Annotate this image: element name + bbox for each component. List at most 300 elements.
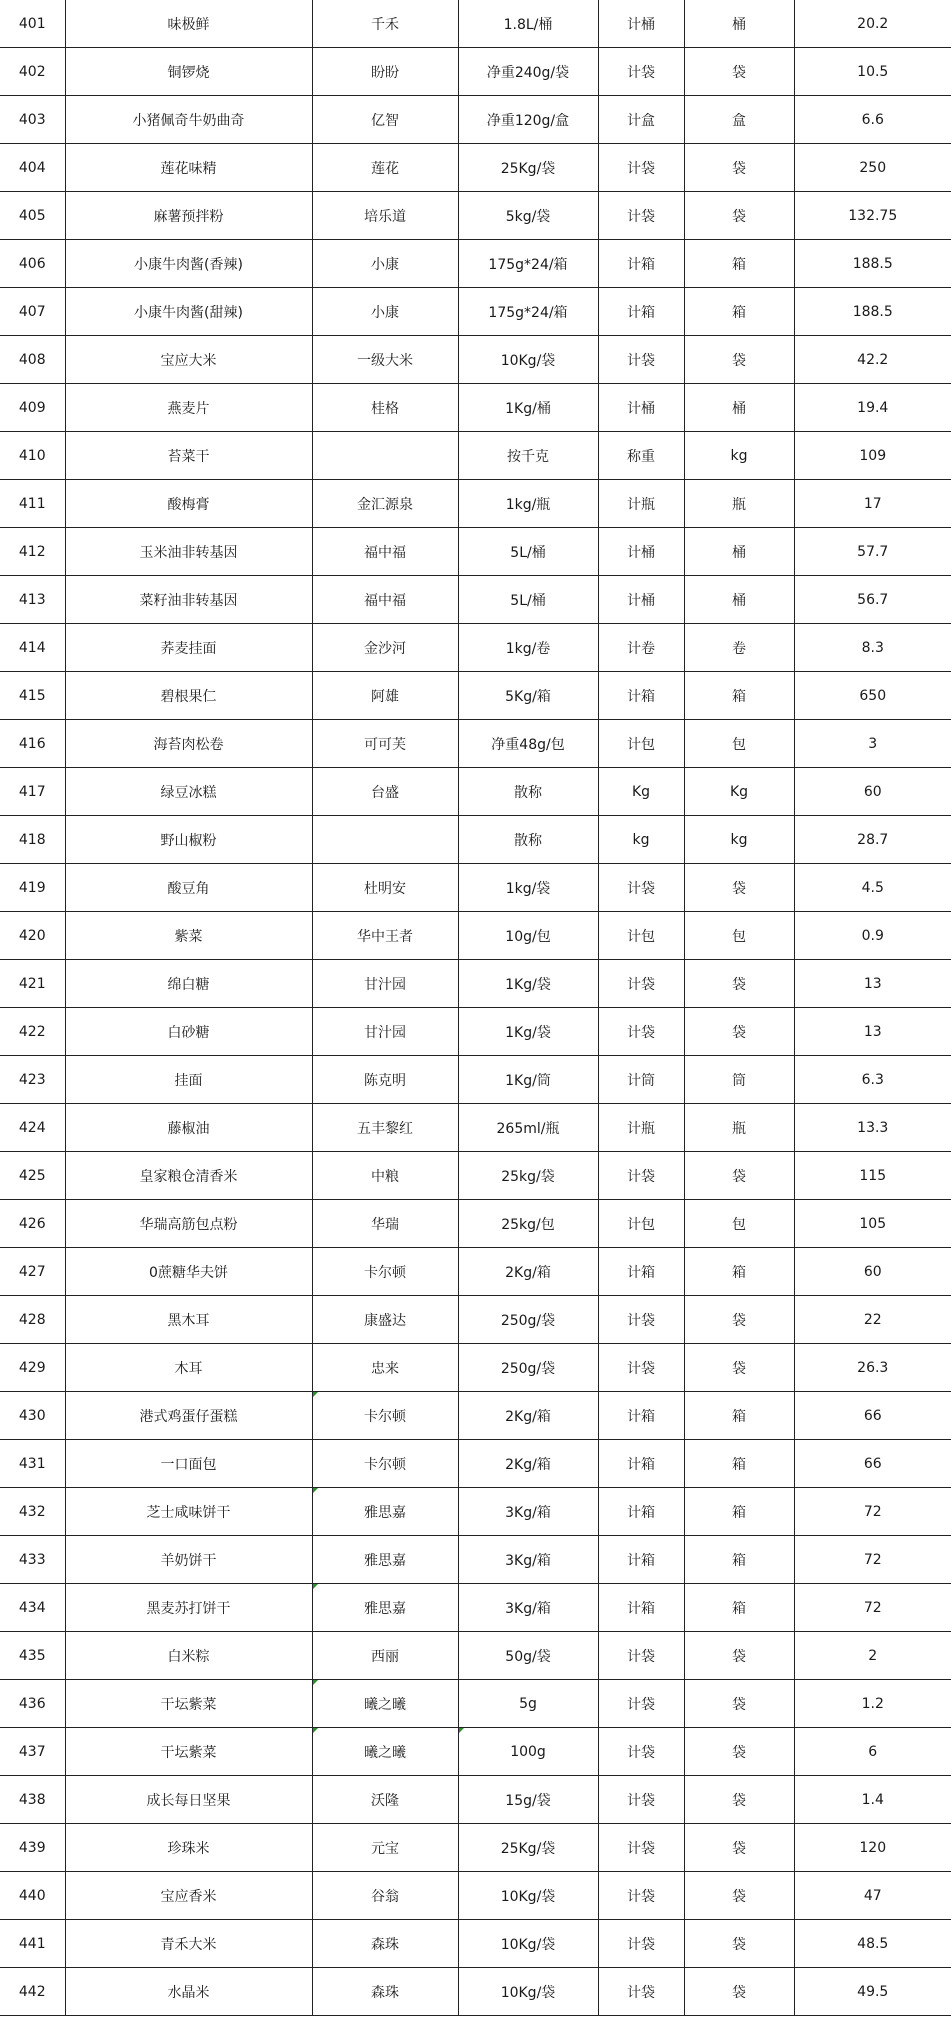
cell-brand[interactable]: 一级大米	[312, 336, 458, 384]
cell-method[interactable]: 计袋	[598, 1296, 684, 1344]
cell-spec[interactable]: 1Kg/袋	[458, 960, 598, 1008]
cell-brand[interactable]: 雅思嘉	[312, 1488, 458, 1536]
cell-unit[interactable]: 箱	[684, 1584, 794, 1632]
cell-number[interactable]: 402	[0, 48, 65, 96]
cell-item-name[interactable]: 酸豆角	[65, 864, 312, 912]
cell-price[interactable]: 13	[794, 960, 951, 1008]
cell-spec[interactable]: 净重240g/袋	[458, 48, 598, 96]
cell-unit[interactable]: 袋	[684, 1296, 794, 1344]
cell-number[interactable]: 415	[0, 672, 65, 720]
cell-brand[interactable]: 康盛达	[312, 1296, 458, 1344]
cell-method[interactable]: 计箱	[598, 1392, 684, 1440]
cell-number[interactable]: 423	[0, 1056, 65, 1104]
cell-spec[interactable]: 3Kg/箱	[458, 1488, 598, 1536]
cell-brand[interactable]: 雅思嘉	[312, 1536, 458, 1584]
cell-unit[interactable]: 盒	[684, 96, 794, 144]
cell-price[interactable]: 28.7	[794, 816, 951, 864]
cell-method[interactable]: 计瓶	[598, 1104, 684, 1152]
cell-spec[interactable]: 1kg/瓶	[458, 480, 598, 528]
cell-unit[interactable]: kg	[684, 432, 794, 480]
cell-price[interactable]: 13	[794, 1008, 951, 1056]
cell-brand[interactable]: 忠来	[312, 1344, 458, 1392]
cell-method[interactable]: 计桶	[598, 384, 684, 432]
cell-method[interactable]: 计袋	[598, 1968, 684, 2016]
cell-unit[interactable]: 袋	[684, 1152, 794, 1200]
cell-method[interactable]: 计袋	[598, 1920, 684, 1968]
table-row	[0, 48, 951, 96]
cell-number[interactable]: 404	[0, 144, 65, 192]
cell-number[interactable]: 419	[0, 864, 65, 912]
cell-number[interactable]: 421	[0, 960, 65, 1008]
cell-brand[interactable]: 甘汁园	[312, 1008, 458, 1056]
cell-item-name[interactable]: 荞麦挂面	[65, 624, 312, 672]
cell-brand[interactable]: 卡尔顿	[312, 1248, 458, 1296]
cell-number[interactable]: 428	[0, 1296, 65, 1344]
cell-number[interactable]: 429	[0, 1344, 65, 1392]
cell-unit[interactable]: 袋	[684, 1728, 794, 1776]
cell-spec[interactable]: 1Kg/桶	[458, 384, 598, 432]
cell-number[interactable]: 408	[0, 336, 65, 384]
cell-unit[interactable]: 袋	[684, 1680, 794, 1728]
cell-item-name[interactable]: 成长每日坚果	[65, 1776, 312, 1824]
cell-method[interactable]: 计箱	[598, 240, 684, 288]
cell-method[interactable]: 计盒	[598, 96, 684, 144]
cell-item-name[interactable]: 0蔗糖华夫饼	[65, 1248, 312, 1296]
cell-item-name[interactable]: 绿豆冰糕	[65, 768, 312, 816]
cell-unit[interactable]: 袋	[684, 1008, 794, 1056]
cell-item-name[interactable]: 珍珠米	[65, 1824, 312, 1872]
cell-number[interactable]: 431	[0, 1440, 65, 1488]
cell-spec[interactable]: 3Kg/箱	[458, 1584, 598, 1632]
cell-number[interactable]: 432	[0, 1488, 65, 1536]
cell-brand[interactable]: 小康	[312, 240, 458, 288]
cell-item-name[interactable]: 菜籽油非转基因	[65, 576, 312, 624]
table-row	[0, 1968, 951, 2016]
cell-spec[interactable]: 10Kg/袋	[458, 1920, 598, 1968]
cell-brand[interactable]: 华瑞	[312, 1200, 458, 1248]
cell-spec[interactable]: 1kg/袋	[458, 864, 598, 912]
cell-spec[interactable]: 50g/袋	[458, 1632, 598, 1680]
cell-method[interactable]: 计桶	[598, 528, 684, 576]
cell-price[interactable]: 2	[794, 1632, 951, 1680]
cell-method[interactable]: 计袋	[598, 1008, 684, 1056]
cell-number[interactable]: 418	[0, 816, 65, 864]
cell-brand[interactable]: 卡尔顿	[312, 1392, 458, 1440]
cell-item-name[interactable]: 干坛紫菜	[65, 1728, 312, 1776]
cell-price[interactable]: 20.2	[794, 0, 951, 48]
cell-item-name[interactable]: 苔菜干	[65, 432, 312, 480]
cell-method[interactable]: 计包	[598, 912, 684, 960]
cell-unit[interactable]: 袋	[684, 48, 794, 96]
cell-item-name[interactable]: 挂面	[65, 1056, 312, 1104]
cell-item-name[interactable]: 宝应香米	[65, 1872, 312, 1920]
cell-method[interactable]: 计箱	[598, 1536, 684, 1584]
cell-price[interactable]: 10.5	[794, 48, 951, 96]
cell-item-name[interactable]: 玉米油非转基因	[65, 528, 312, 576]
cell-brand[interactable]	[312, 432, 458, 480]
cell-unit[interactable]: 包	[684, 720, 794, 768]
table-row	[0, 816, 951, 864]
cell-method[interactable]: 计袋	[598, 1344, 684, 1392]
cell-price[interactable]: 56.7	[794, 576, 951, 624]
cell-unit[interactable]: 包	[684, 912, 794, 960]
cell-spec[interactable]: 15g/袋	[458, 1776, 598, 1824]
cell-method[interactable]: kg	[598, 816, 684, 864]
cell-unit[interactable]: 箱	[684, 672, 794, 720]
cell-spec[interactable]: 净重120g/盒	[458, 96, 598, 144]
cell-spec[interactable]: 散称	[458, 768, 598, 816]
cell-price[interactable]: 6	[794, 1728, 951, 1776]
cell-price[interactable]: 115	[794, 1152, 951, 1200]
cell-spec[interactable]: 5Kg/箱	[458, 672, 598, 720]
cell-number[interactable]: 442	[0, 1968, 65, 2016]
cell-number[interactable]: 440	[0, 1872, 65, 1920]
table-row	[0, 1440, 951, 1488]
cell-unit[interactable]: 袋	[684, 336, 794, 384]
cell-price[interactable]: 1.4	[794, 1776, 951, 1824]
cell-brand[interactable]: 培乐道	[312, 192, 458, 240]
cell-spec[interactable]: 3Kg/箱	[458, 1536, 598, 1584]
cell-price[interactable]: 1.2	[794, 1680, 951, 1728]
cell-price[interactable]: 109	[794, 432, 951, 480]
cell-price[interactable]: 26.3	[794, 1344, 951, 1392]
cell-method[interactable]: 计筒	[598, 1056, 684, 1104]
cell-method[interactable]: 计箱	[598, 1488, 684, 1536]
cell-unit[interactable]: 袋	[684, 960, 794, 1008]
cell-price[interactable]: 8.3	[794, 624, 951, 672]
cell-method[interactable]: 计桶	[598, 0, 684, 48]
cell-spec[interactable]: 10g/包	[458, 912, 598, 960]
cell-method[interactable]: 计袋	[598, 1824, 684, 1872]
cell-number[interactable]: 424	[0, 1104, 65, 1152]
cell-brand[interactable]: 小康	[312, 288, 458, 336]
cell-brand[interactable]: 曦之曦	[312, 1680, 458, 1728]
cell-spec[interactable]: 25kg/袋	[458, 1152, 598, 1200]
cell-brand[interactable]: 福中福	[312, 528, 458, 576]
cell-method[interactable]: 计袋	[598, 1776, 684, 1824]
cell-unit[interactable]: 箱	[684, 288, 794, 336]
cell-price[interactable]: 13.3	[794, 1104, 951, 1152]
cell-spec[interactable]: 1.8L/桶	[458, 0, 598, 48]
cell-price[interactable]: 72	[794, 1488, 951, 1536]
cell-brand[interactable]: 沃隆	[312, 1776, 458, 1824]
cell-unit[interactable]: 袋	[684, 1344, 794, 1392]
cell-brand[interactable]: 雅思嘉	[312, 1584, 458, 1632]
cell-item-name[interactable]: 小康牛肉酱(甜辣)	[65, 288, 312, 336]
cell-price[interactable]: 120	[794, 1824, 951, 1872]
cell-method[interactable]: 计袋	[598, 864, 684, 912]
cell-method[interactable]: 计瓶	[598, 480, 684, 528]
cell-price[interactable]: 72	[794, 1584, 951, 1632]
cell-brand[interactable]: 千禾	[312, 0, 458, 48]
cell-number[interactable]: 414	[0, 624, 65, 672]
cell-item-name[interactable]: 味极鲜	[65, 0, 312, 48]
cell-method[interactable]: 计袋	[598, 1632, 684, 1680]
cell-number[interactable]: 422	[0, 1008, 65, 1056]
cell-price[interactable]: 60	[794, 768, 951, 816]
cell-item-name[interactable]: 白米粽	[65, 1632, 312, 1680]
cell-method[interactable]: 称重	[598, 432, 684, 480]
cell-unit[interactable]: 箱	[684, 1440, 794, 1488]
cell-brand[interactable]: 卡尔顿	[312, 1440, 458, 1488]
cell-item-name[interactable]: 麻薯预拌粉	[65, 192, 312, 240]
cell-method[interactable]: 计袋	[598, 1728, 684, 1776]
cell-item-name[interactable]: 皇家粮仓清香米	[65, 1152, 312, 1200]
cell-number[interactable]: 411	[0, 480, 65, 528]
cell-item-name[interactable]: 铜锣烧	[65, 48, 312, 96]
cell-method[interactable]: 计箱	[598, 672, 684, 720]
cell-spec[interactable]: 100g	[458, 1728, 598, 1776]
cell-spec[interactable]: 1kg/卷	[458, 624, 598, 672]
cell-brand[interactable]: 阿雄	[312, 672, 458, 720]
cell-method[interactable]: 计袋	[598, 960, 684, 1008]
cell-spec[interactable]: 1Kg/筒	[458, 1056, 598, 1104]
cell-number[interactable]: 441	[0, 1920, 65, 1968]
cell-price[interactable]: 250	[794, 144, 951, 192]
cell-price[interactable]: 66	[794, 1392, 951, 1440]
cell-price[interactable]: 72	[794, 1536, 951, 1584]
cell-spec[interactable]: 25kg/包	[458, 1200, 598, 1248]
cell-price[interactable]: 22	[794, 1296, 951, 1344]
cell-unit[interactable]: 卷	[684, 624, 794, 672]
cell-item-name[interactable]: 小猪佩奇牛奶曲奇	[65, 96, 312, 144]
cell-number[interactable]: 406	[0, 240, 65, 288]
cell-spec[interactable]: 25Kg/袋	[458, 144, 598, 192]
cell-brand[interactable]	[312, 816, 458, 864]
cell-unit[interactable]: 袋	[684, 1824, 794, 1872]
cell-unit[interactable]: 桶	[684, 576, 794, 624]
cell-item-name[interactable]: 小康牛肉酱(香辣)	[65, 240, 312, 288]
cell-unit[interactable]: 瓶	[684, 480, 794, 528]
cell-number[interactable]: 409	[0, 384, 65, 432]
cell-item-name[interactable]: 白砂糖	[65, 1008, 312, 1056]
cell-item-name[interactable]: 酸梅膏	[65, 480, 312, 528]
cell-unit[interactable]: 袋	[684, 864, 794, 912]
cell-number[interactable]: 435	[0, 1632, 65, 1680]
cell-number[interactable]: 436	[0, 1680, 65, 1728]
cell-item-name[interactable]: 海苔肉松卷	[65, 720, 312, 768]
cell-method[interactable]: 计卷	[598, 624, 684, 672]
cell-method[interactable]: Kg	[598, 768, 684, 816]
cell-price[interactable]: 132.75	[794, 192, 951, 240]
cell-method[interactable]: 计袋	[598, 1872, 684, 1920]
cell-method[interactable]: 计袋	[598, 192, 684, 240]
cell-price[interactable]: 188.5	[794, 288, 951, 336]
cell-unit[interactable]: 袋	[684, 1920, 794, 1968]
cell-spec[interactable]: 5kg/袋	[458, 192, 598, 240]
cell-price[interactable]: 57.7	[794, 528, 951, 576]
cell-method[interactable]: 计箱	[598, 1440, 684, 1488]
cell-brand[interactable]: 西丽	[312, 1632, 458, 1680]
cell-number[interactable]: 434	[0, 1584, 65, 1632]
cell-price[interactable]: 0.9	[794, 912, 951, 960]
cell-unit[interactable]: 包	[684, 1200, 794, 1248]
cell-spec[interactable]: 2Kg/箱	[458, 1440, 598, 1488]
cell-spec[interactable]: 净重48g/包	[458, 720, 598, 768]
cell-number[interactable]: 439	[0, 1824, 65, 1872]
cell-method[interactable]: 计袋	[598, 1680, 684, 1728]
cell-price[interactable]: 19.4	[794, 384, 951, 432]
cell-item-name[interactable]: 干坛紫菜	[65, 1680, 312, 1728]
cell-number[interactable]: 410	[0, 432, 65, 480]
cell-brand[interactable]: 金沙河	[312, 624, 458, 672]
cell-price[interactable]: 3	[794, 720, 951, 768]
cell-price[interactable]: 60	[794, 1248, 951, 1296]
cell-unit[interactable]: kg	[684, 816, 794, 864]
cell-brand[interactable]: 甘汁园	[312, 960, 458, 1008]
cell-method[interactable]: 计包	[598, 720, 684, 768]
cell-price[interactable]: 42.2	[794, 336, 951, 384]
cell-spec[interactable]: 265ml/瓶	[458, 1104, 598, 1152]
cell-spec[interactable]: 5L/桶	[458, 528, 598, 576]
cell-unit[interactable]: 瓶	[684, 1104, 794, 1152]
cell-item-name[interactable]: 燕麦片	[65, 384, 312, 432]
cell-brand[interactable]: 莲花	[312, 144, 458, 192]
cell-number[interactable]: 417	[0, 768, 65, 816]
cell-price[interactable]: 650	[794, 672, 951, 720]
cell-brand[interactable]: 五丰黎红	[312, 1104, 458, 1152]
cell-unit[interactable]: 箱	[684, 240, 794, 288]
cell-item-name[interactable]: 宝应大米	[65, 336, 312, 384]
cell-spec[interactable]: 5g	[458, 1680, 598, 1728]
cell-spec[interactable]: 10Kg/袋	[458, 336, 598, 384]
cell-number[interactable]: 407	[0, 288, 65, 336]
cell-price[interactable]: 6.3	[794, 1056, 951, 1104]
cell-price[interactable]: 4.5	[794, 864, 951, 912]
cell-number[interactable]: 426	[0, 1200, 65, 1248]
cell-brand[interactable]: 华中王者	[312, 912, 458, 960]
cell-price[interactable]: 17	[794, 480, 951, 528]
cell-unit[interactable]: 桶	[684, 384, 794, 432]
cell-item-name[interactable]: 华瑞高筋包点粉	[65, 1200, 312, 1248]
cell-number[interactable]: 405	[0, 192, 65, 240]
cell-method[interactable]: 计袋	[598, 1152, 684, 1200]
cell-item-name[interactable]: 野山椒粉	[65, 816, 312, 864]
cell-brand[interactable]: 森珠	[312, 1920, 458, 1968]
cell-price[interactable]: 47	[794, 1872, 951, 1920]
cell-unit[interactable]: 袋	[684, 1968, 794, 2016]
cell-unit[interactable]: 袋	[684, 1632, 794, 1680]
cell-method[interactable]: 计箱	[598, 288, 684, 336]
cell-brand[interactable]: 桂格	[312, 384, 458, 432]
cell-spec[interactable]: 25Kg/袋	[458, 1824, 598, 1872]
cell-unit[interactable]: 袋	[684, 192, 794, 240]
cell-unit[interactable]: 桶	[684, 528, 794, 576]
cell-method[interactable]: 计桶	[598, 576, 684, 624]
cell-item-name[interactable]: 青禾大米	[65, 1920, 312, 1968]
cell-unit[interactable]: 箱	[684, 1392, 794, 1440]
cell-number[interactable]: 420	[0, 912, 65, 960]
cell-spec[interactable]: 10Kg/袋	[458, 1968, 598, 2016]
cell-brand[interactable]: 中粮	[312, 1152, 458, 1200]
cell-item-name[interactable]: 绵白糖	[65, 960, 312, 1008]
cell-spec[interactable]: 10Kg/袋	[458, 1872, 598, 1920]
cell-unit[interactable]: 袋	[684, 1872, 794, 1920]
cell-item-name[interactable]: 紫菜	[65, 912, 312, 960]
cell-brand[interactable]: 可可芙	[312, 720, 458, 768]
cell-brand[interactable]: 谷翁	[312, 1872, 458, 1920]
cell-method[interactable]: 计袋	[598, 144, 684, 192]
cell-number[interactable]: 401	[0, 0, 65, 48]
cell-method[interactable]: 计袋	[598, 48, 684, 96]
cell-method[interactable]: 计箱	[598, 1584, 684, 1632]
cell-brand[interactable]: 盼盼	[312, 48, 458, 96]
cell-method[interactable]: 计箱	[598, 1248, 684, 1296]
cell-brand[interactable]: 福中福	[312, 576, 458, 624]
cell-unit[interactable]: 箱	[684, 1248, 794, 1296]
cell-number[interactable]: 412	[0, 528, 65, 576]
cell-unit[interactable]: 桶	[684, 0, 794, 48]
cell-item-name[interactable]: 黑麦苏打饼干	[65, 1584, 312, 1632]
cell-unit[interactable]: 袋	[684, 144, 794, 192]
cell-item-name[interactable]: 木耳	[65, 1344, 312, 1392]
cell-spec[interactable]: 175g*24/箱	[458, 288, 598, 336]
cell-item-name[interactable]: 黑木耳	[65, 1296, 312, 1344]
cell-item-name[interactable]: 水晶米	[65, 1968, 312, 2016]
cell-unit[interactable]: 箱	[684, 1536, 794, 1584]
cell-item-name[interactable]: 港式鸡蛋仔蛋糕	[65, 1392, 312, 1440]
cell-price[interactable]: 105	[794, 1200, 951, 1248]
cell-price[interactable]: 188.5	[794, 240, 951, 288]
cell-method[interactable]: 计包	[598, 1200, 684, 1248]
cell-spec[interactable]: 2Kg/箱	[458, 1392, 598, 1440]
cell-number[interactable]: 403	[0, 96, 65, 144]
cell-number[interactable]: 416	[0, 720, 65, 768]
cell-number[interactable]: 438	[0, 1776, 65, 1824]
cell-brand[interactable]: 杜明安	[312, 864, 458, 912]
cell-number[interactable]: 433	[0, 1536, 65, 1584]
cell-number[interactable]: 427	[0, 1248, 65, 1296]
cell-spec[interactable]: 5L/桶	[458, 576, 598, 624]
cell-brand[interactable]: 陈克明	[312, 1056, 458, 1104]
cell-spec[interactable]: 按千克	[458, 432, 598, 480]
cell-spec[interactable]: 1Kg/袋	[458, 1008, 598, 1056]
cell-item-name[interactable]: 碧根果仁	[65, 672, 312, 720]
cell-unit[interactable]: 袋	[684, 1776, 794, 1824]
table-row	[0, 0, 951, 48]
cell-number[interactable]: 425	[0, 1152, 65, 1200]
cell-number[interactable]: 413	[0, 576, 65, 624]
cell-brand[interactable]: 台盛	[312, 768, 458, 816]
cell-item-name[interactable]: 藤椒油	[65, 1104, 312, 1152]
table-row	[0, 672, 951, 720]
cell-number[interactable]: 430	[0, 1392, 65, 1440]
cell-price[interactable]: 49.5	[794, 1968, 951, 2016]
cell-spec[interactable]: 散称	[458, 816, 598, 864]
cell-spec[interactable]: 250g/袋	[458, 1344, 598, 1392]
cell-brand[interactable]: 元宝	[312, 1824, 458, 1872]
cell-spec[interactable]: 250g/袋	[458, 1296, 598, 1344]
cell-brand[interactable]: 亿智	[312, 96, 458, 144]
cell-unit[interactable]: 箱	[684, 1488, 794, 1536]
cell-brand[interactable]: 森珠	[312, 1968, 458, 2016]
cell-brand[interactable]: 金汇源泉	[312, 480, 458, 528]
cell-spec[interactable]: 2Kg/箱	[458, 1248, 598, 1296]
cell-price[interactable]: 6.6	[794, 96, 951, 144]
cell-item-name[interactable]: 莲花味精	[65, 144, 312, 192]
cell-unit[interactable]: 筒	[684, 1056, 794, 1104]
cell-item-name[interactable]: 羊奶饼干	[65, 1536, 312, 1584]
cell-item-name[interactable]: 一口面包	[65, 1440, 312, 1488]
cell-unit[interactable]: Kg	[684, 768, 794, 816]
cell-number[interactable]: 437	[0, 1728, 65, 1776]
cell-method[interactable]: 计袋	[598, 336, 684, 384]
cell-price[interactable]: 48.5	[794, 1920, 951, 1968]
cell-brand[interactable]: 曦之曦	[312, 1728, 458, 1776]
cell-spec[interactable]: 175g*24/箱	[458, 240, 598, 288]
cell-item-name[interactable]: 芝士咸味饼干	[65, 1488, 312, 1536]
cell-price[interactable]: 66	[794, 1440, 951, 1488]
